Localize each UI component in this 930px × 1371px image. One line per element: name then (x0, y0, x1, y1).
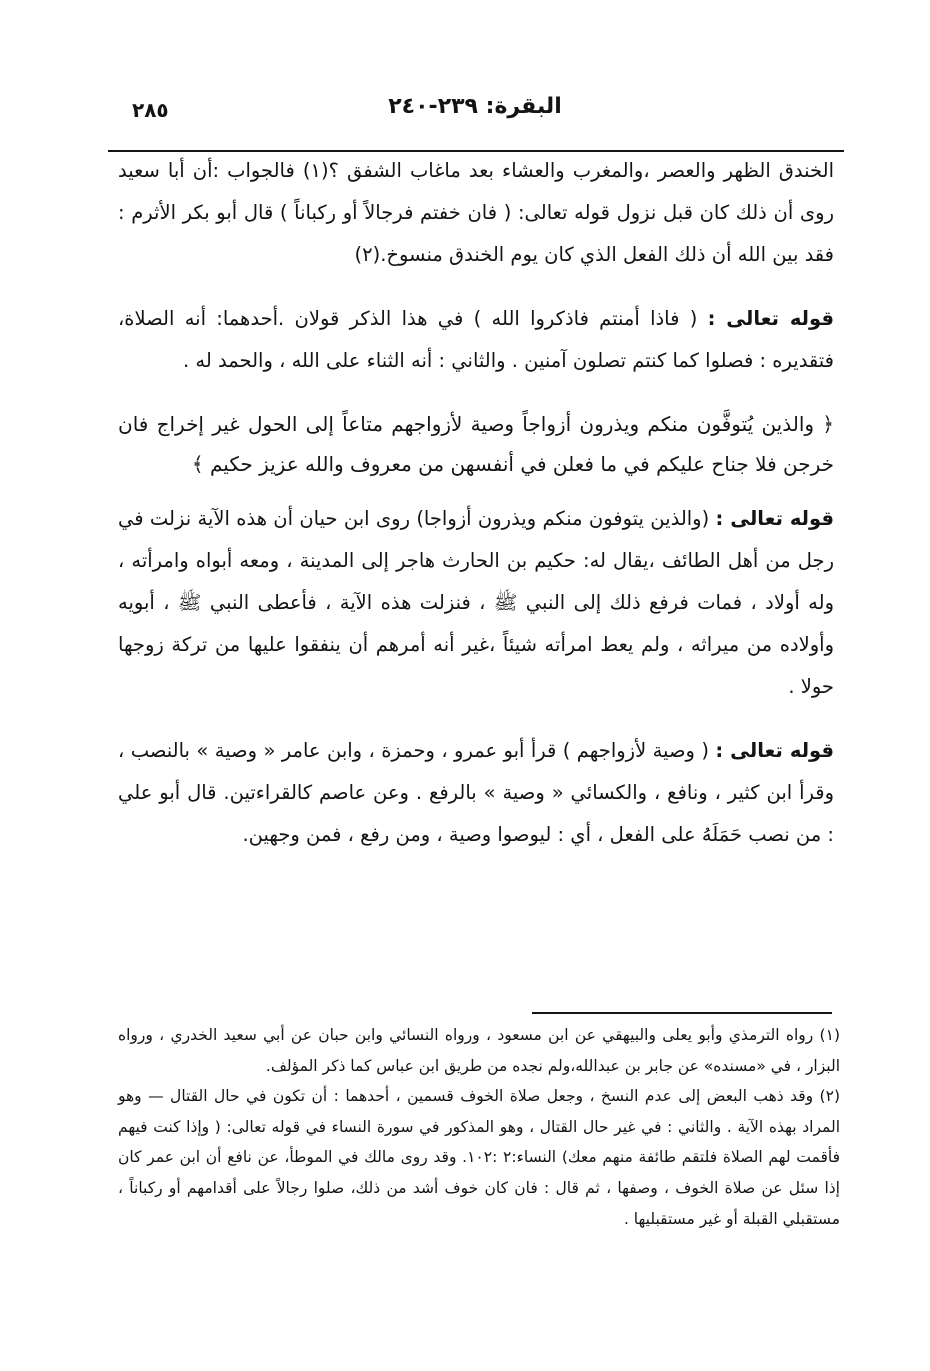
page-number: ٢٨٥ (132, 98, 169, 122)
quote-label: قوله تعالى : (715, 739, 835, 762)
quote-label: قوله تعالى : (715, 507, 835, 530)
footnote-1: (١) رواه الترمذي وأبو يعلى والبيهقي عن ابن مسعود ، ورواه النسائي وابن حبان عن أبي سعيد الخدري ، ورواه البزار ، في «مسنده» عن جابر بن عبدالله،ولم نجده من طريق ابن عباس كما ذكر المؤلف. (118, 1026, 840, 1075)
footnote-rule (532, 1012, 832, 1014)
running-head: البقرة: ٢٣٩-٢٤٠ (388, 94, 562, 119)
footnote-2: (٢) وقد ذهب البعض إلى عدم النسخ ، وجعل صلاة الخوف قسمين ، أحدهما : أن تكون في حال القتال — وهو المراد بهذه الآية . والثاني : في غير حال القتال ، وهو المذكور في سورة النساء في قوله تعالى: ( وإذا كنت فيهم فأقمت لهم الصلاة فلتقم طائفة منهم معك) النساء:٢ :١٠٢. وقد روى مالك في الموطأ، عن نافع أن ابن عمر كان إذا سئل عن صلاة الخوف ، وصفها ، ثم قال : فان كان خوف أشد من ذلك، صلوا رجالاً على أقدامهم أو ركباناً ، مستقبلي القبلة أو غير مستقبليها . (118, 1087, 841, 1228)
paragraph-4-text: ( وصية لأزواجهم ) قرأ أبو عمرو ، وحمزة ، وابن عامر « وصية » بالنصب ، وقرأ ابن كثير ، ونافع ، والكسائي « وصية » بالرفع . وعن عاصم كالقراءتين. قال أبو علي : من نصب حَمَلَهُ على الفعل ، أي : ليوصوا وصية ، ومن رفع ، فمن وجهين. (118, 739, 834, 846)
paragraph-4 (118, 730, 834, 856)
page-header (110, 92, 840, 132)
paragraph-3 (118, 498, 834, 708)
paragraph-1: الخندق الظهر والعصر ،والمغرب والعشاء بعد ماغاب الشفق ؟(١) فالجواب :أن أبا سعيد روى أن ذلك كان قبل نزول قوله تعالى: ( فان خفتم فرجالاً أو ركباناً ) قال أبو بكر الأثرم : فقد بين الله أن ذلك الفعل الذي كان يوم الخندق منسوخ.(٢) (118, 159, 834, 266)
paragraph-3-text: (والذين يتوفون منكم ويذرون أزواجا) روى ابن حيان أن هذه الآية نزلت في رجل من أهل الطائف ،يقال له: حكيم بن الحارث هاجر إلى المدينة ، ومعه أبواه وامرأته ، وله أولاد ، فمات فرفع ذلك إلى النبي ﷺ ، فنزلت هذه الآية ، فأعطى النبي ﷺ ، أبويه وأولاده من ميراثه ، ولم يعط امرأته شيئاً ،غير أنه أمرهم أن ينفقوا عليها من تركة زوجها حولا . (118, 507, 834, 698)
paragraph-2-text: ( فاذا أمنتم فاذكروا الله ) في هذا الذكر قولان .أحدهما: أنه الصلاة، فتقديره : فصلوا كما كنتم تصلون آمنين . والثاني : أنه الثناء على الله ، والحمد له . (118, 307, 834, 372)
paragraph-2 (118, 298, 834, 382)
quote-label: قوله تعالى : (707, 307, 834, 330)
quranic-verse: ﴿ والذين يُتوفَّون منكم ويذرون أزواجاً وصية لأزواجهم متاعاً إلى الحول غير إخراج فان خرجن فلا جناح عليكم في ما فعلن في أنفسهن من معروف والله عزيز حكيم ﴾ (118, 412, 834, 476)
footnotes (118, 1020, 840, 1234)
main-text (118, 150, 834, 856)
